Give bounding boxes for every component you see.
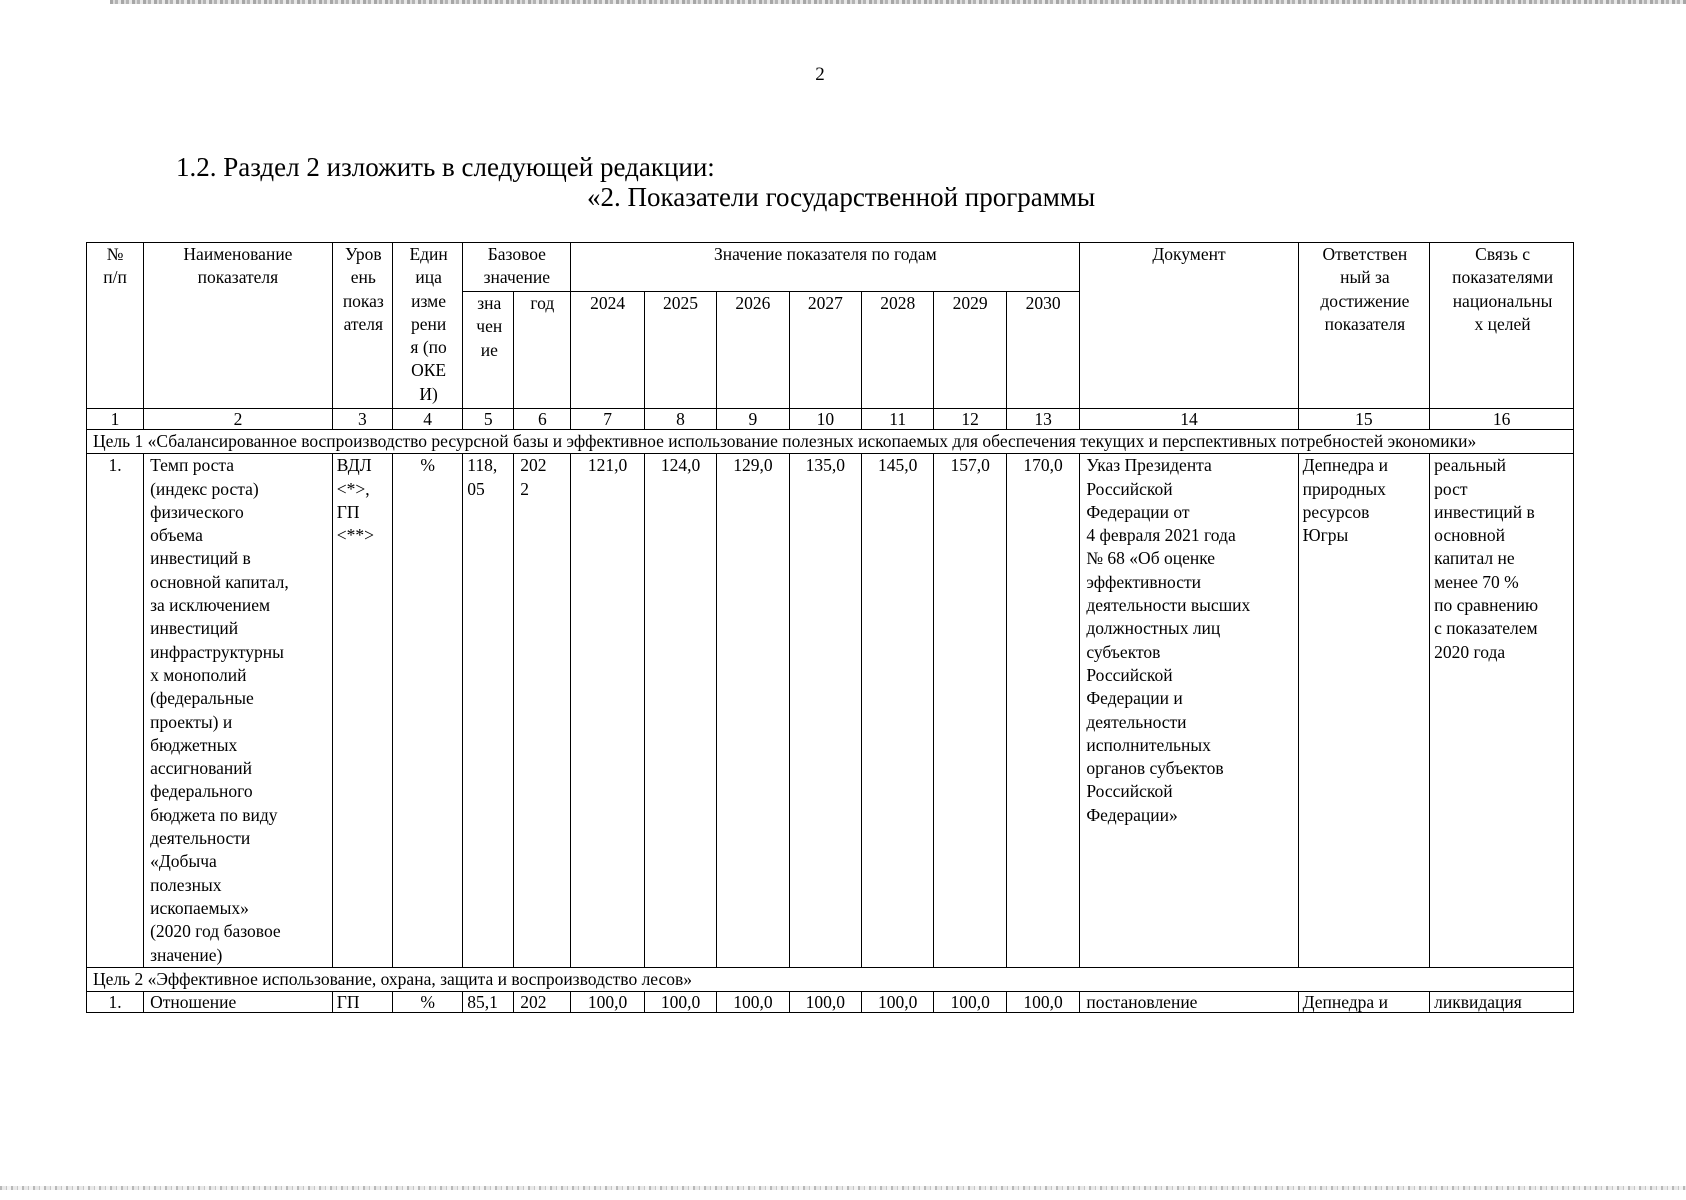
row1-value-2029: 157,0 (934, 454, 1006, 968)
column-number: 9 (717, 409, 789, 430)
header-document: Документ (1080, 243, 1298, 409)
column-number: 2 (144, 409, 333, 430)
indicators-table (86, 242, 1574, 1013)
row1-level: ВДЛ <*>, ГП <**> (332, 454, 392, 968)
row2-value-2030: 100,0 (1006, 992, 1080, 1013)
goal-row-1 (87, 430, 1574, 454)
column-number: 1 (87, 409, 144, 430)
header-year-2024: 2024 (571, 292, 644, 409)
scan-edge-top (110, 0, 1686, 4)
row2-num: 1. (87, 992, 144, 1013)
row2-value-2027: 100,0 (789, 992, 861, 1013)
header-num: № п/п (87, 243, 144, 409)
row2-base-year: 202 (514, 992, 571, 1013)
header-row-1 (87, 243, 1574, 292)
column-number: 5 (463, 409, 514, 430)
column-number: 14 (1080, 409, 1298, 430)
row2-value-2029: 100,0 (934, 992, 1006, 1013)
header-level: Уров ень показ ателя (332, 243, 392, 409)
column-number: 15 (1298, 409, 1430, 430)
page-number: 2 (815, 64, 825, 85)
section-heading: 1.2. Раздел 2 изложить в следующей редакции: (176, 152, 715, 182)
column-number: 10 (789, 409, 861, 430)
column-number: 16 (1430, 409, 1574, 430)
header-year-2028: 2028 (862, 292, 934, 409)
row1-value-2027: 135,0 (789, 454, 861, 968)
row1-name: Темп роста (индекс роста) физического объема инвестиций в основной капитал, за исключением инвестиций инфраструктурны х монополий (федеральные проекты) и бюджетных ассигнований федерального бюджета по виду деятельности «Добыча полезных ископаемых» (2020 год базовое значение) (144, 454, 333, 968)
row1-responsible: Депнедра и природных ресурсов Югры (1298, 454, 1430, 968)
row2-name: Отношение (144, 992, 333, 1013)
row1-value-2030: 170,0 (1006, 454, 1080, 968)
row1-value-2024: 121,0 (571, 454, 644, 968)
row1-document: Указ Президента Российской Федерации от 4 февраля 2021 года № 68 «Об оценке эффективности деятельности высших должностных лиц субъектов Российской Федерации и деятельности исполнительных органов субъектов Российской Федерации» (1080, 454, 1298, 968)
header-base-year: год (514, 292, 571, 409)
row1-unit: % (392, 454, 462, 968)
row1-value-2026: 129,0 (717, 454, 789, 968)
scan-edge-bottom (0, 1186, 1686, 1190)
row1-value-2028: 145,0 (862, 454, 934, 968)
row2-document: постановление (1080, 992, 1298, 1013)
column-number: 8 (644, 409, 716, 430)
header-year-2030: 2030 (1006, 292, 1080, 409)
row2-value-2026: 100,0 (717, 992, 789, 1013)
row2-value-2024: 100,0 (571, 992, 644, 1013)
column-number: 11 (862, 409, 934, 430)
row2-base-value: 85,1 (463, 992, 514, 1013)
header-base: Базовое значение (463, 243, 571, 292)
header-year-2029: 2029 (934, 292, 1006, 409)
row2-level: ГП (332, 992, 392, 1013)
row2-value-2028: 100,0 (862, 992, 934, 1013)
goal-row-2 (87, 967, 1574, 991)
row2-value-2025: 100,0 (644, 992, 716, 1013)
column-number: 7 (571, 409, 644, 430)
column-number-row (87, 409, 1574, 430)
header-unit: Един ица изме рени я (по ОКЕ И) (392, 243, 462, 409)
header-link: Связь с показателями национальны х целей (1430, 243, 1574, 409)
row2-unit: % (392, 992, 462, 1013)
column-number: 6 (514, 409, 571, 430)
goal-1-text: Цель 1 «Сбалансированное воспроизводство ресурсной базы и эффективное использование полезных ископаемых для обеспечения текущих и перспективных потребностей экономики» (87, 430, 1574, 454)
header-year-2027: 2027 (789, 292, 861, 409)
row1-base-year: 202 2 (514, 454, 571, 968)
row1-value-2025: 124,0 (644, 454, 716, 968)
table-row (87, 992, 1574, 1013)
header-name: Наименование показателя (144, 243, 333, 409)
column-number: 13 (1006, 409, 1080, 430)
row2-responsible: Депнедра и (1298, 992, 1430, 1013)
column-number: 3 (332, 409, 392, 430)
row1-num: 1. (87, 454, 144, 968)
header-base-value: зна чен ие (463, 292, 514, 409)
indicators-table-container (86, 242, 1576, 1039)
column-number: 12 (934, 409, 1006, 430)
header-responsible: Ответствен ный за достижение показателя (1298, 243, 1430, 409)
header-years-group: Значение показателя по годам (571, 243, 1080, 292)
table-row (87, 454, 1574, 968)
column-number: 4 (392, 409, 462, 430)
section-title: «2. Показатели государственной программы (587, 182, 1096, 212)
row2-link: ликвидация (1430, 992, 1574, 1013)
header-year-2025: 2025 (644, 292, 716, 409)
row1-base-value: 118, 05 (463, 454, 514, 968)
header-year-2026: 2026 (717, 292, 789, 409)
row1-link: реальный рост инвестиций в основной капитал не менее 70 % по сравнению с показателем 2020 года (1430, 454, 1574, 968)
goal-2-text: Цель 2 «Эффективное использование, охрана, защита и воспроизводство лесов» (87, 967, 1574, 991)
